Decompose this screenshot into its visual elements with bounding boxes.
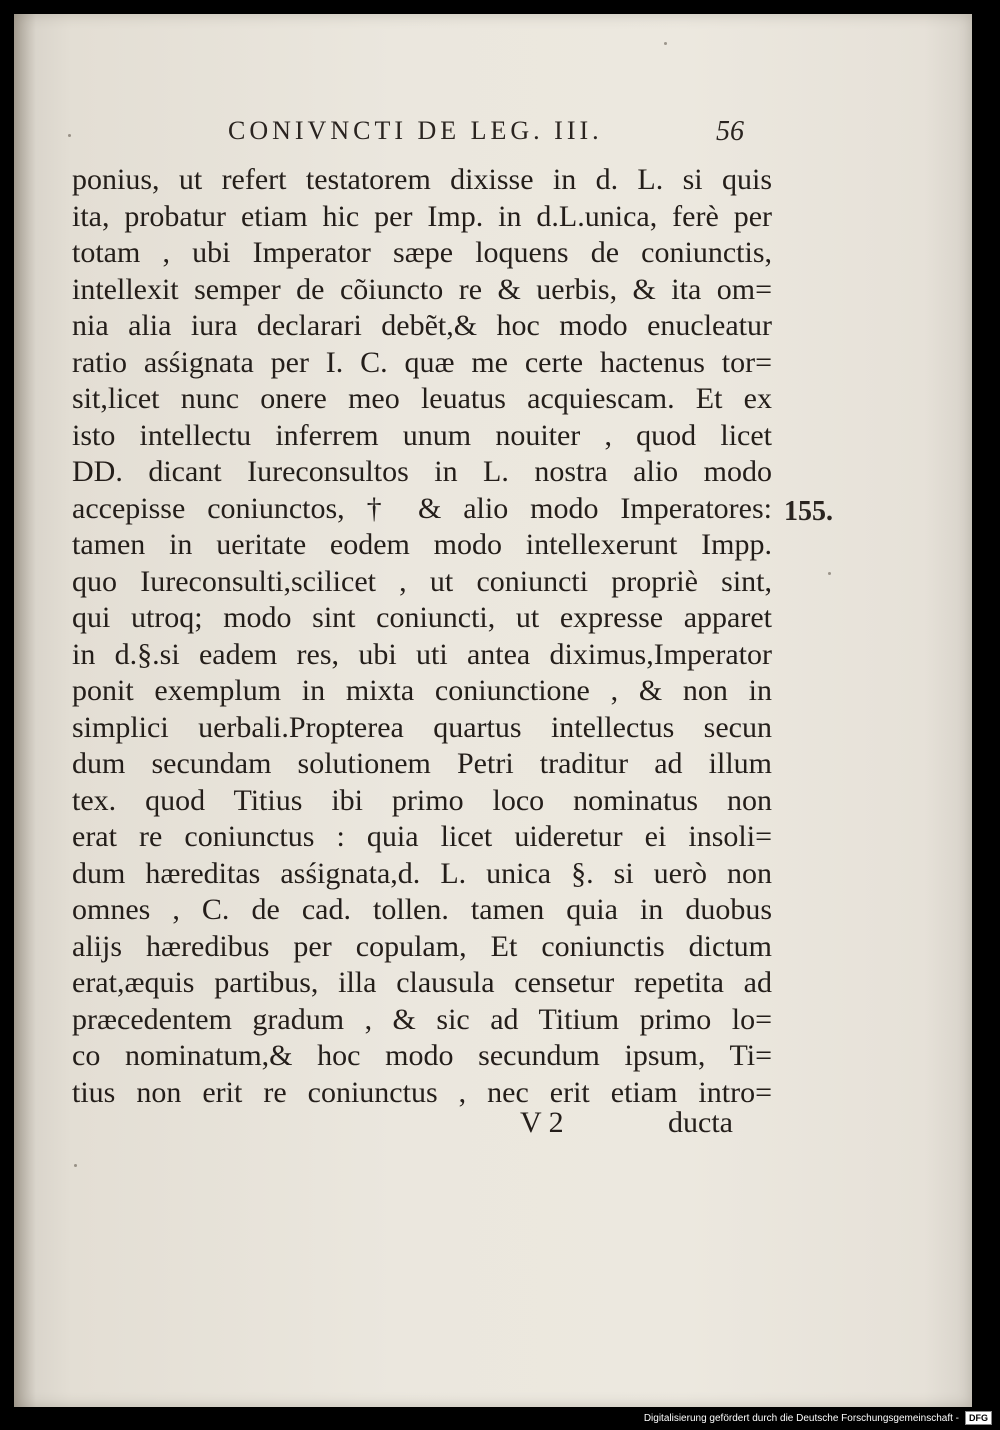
text-line: erat re coniunctus : quia licet uideretur ei insoli= [72,820,772,853]
signature-mark: V 2 [520,1106,564,1139]
dfg-logo: DFG [965,1411,992,1425]
text-line: totam , ubi Imperator sæpe loquens de coniunctis, [72,236,772,269]
text-line: tamen in ueritate eodem modo intellexerunt Impp. [72,528,772,561]
text-line: præcedentem gradum , & sic ad Titium primo lo= [72,1002,772,1036]
paper-speck [74,1164,77,1167]
text-line: nia alia iura declarari debẽt,& hoc modo enucleatur [72,309,772,342]
footer-credit-bar [644,1408,992,1428]
text-line: ita, probatur etiam hic per Imp. in d.L.unica, ferè per [72,199,772,233]
text-line: erat,æquis partibus, illa clausula censetur repetita ad [72,966,772,999]
text-line: in d.§.si eadem res, ubi uti antea diximus,Imperator [72,637,772,671]
text-line: dum hæreditas asśignata,d. L. unica §. si uerò non [72,856,772,890]
text-line: tex. quod Titius ibi primo loco nominatus non [72,783,772,817]
text-line: quo Iureconsulti,scilicet , ut coniuncti propriè sint, [72,564,772,598]
text-line: accepisse coniunctos, † & alio modo Imperatores: [72,491,772,525]
marginal-note: 155. [784,496,833,527]
catchword: ducta [668,1106,733,1139]
footer-credit: Digitalisierung gefördert durch die Deutsche Forschungsgemeinschaft - [643,1412,959,1424]
body-text [72,162,772,1111]
text-line: isto intellectu inferrem unum nouiter , quod licet [72,418,772,452]
text-line: qui utroq; modo sint coniuncti, ut expresse apparet [72,601,772,634]
page-gutter-shadow [14,14,36,1407]
text-line: simplici uerbali.Propterea quartus intellectus secun [72,710,772,744]
running-head: CONIVNCTI DE LEG. III. [228,116,603,145]
text-line: sit,licet nunc onere meo leuatus acquiescam. Et ex [72,382,772,415]
text-line: dum secundam solutionem Petri traditur ad illum [72,747,772,780]
text-line: co nominatum,& hoc modo secundum ipsum, Ti= [72,1039,772,1072]
paper-speck [828,572,831,575]
folio-number: 56 [716,116,744,147]
paper-speck [68,134,71,137]
text-line: omnes , C. de cad. tollen. tamen quia in duobus [72,893,772,926]
text-line: DD. dicant Iureconsultos in L. nostra alio modo [72,455,772,488]
text-line: ratio asśignata per I. C. quæ me certe hactenus tor= [72,345,772,379]
text-line: alijs hæredibus per copulam, Et coniunctis dictum [72,929,772,963]
text-line: tius non erit re coniunctus , nec erit etiam intro= [72,1075,772,1109]
text-line: intellexit semper de cõiuncto re & uerbis, & ita om= [72,272,772,306]
text-line: ponius, ut refert testatorem dixisse in d. L. si quis [72,163,772,196]
paper-speck [664,42,667,45]
text-line: ponit exemplum in mixta coniunctione , & non in [72,674,772,707]
